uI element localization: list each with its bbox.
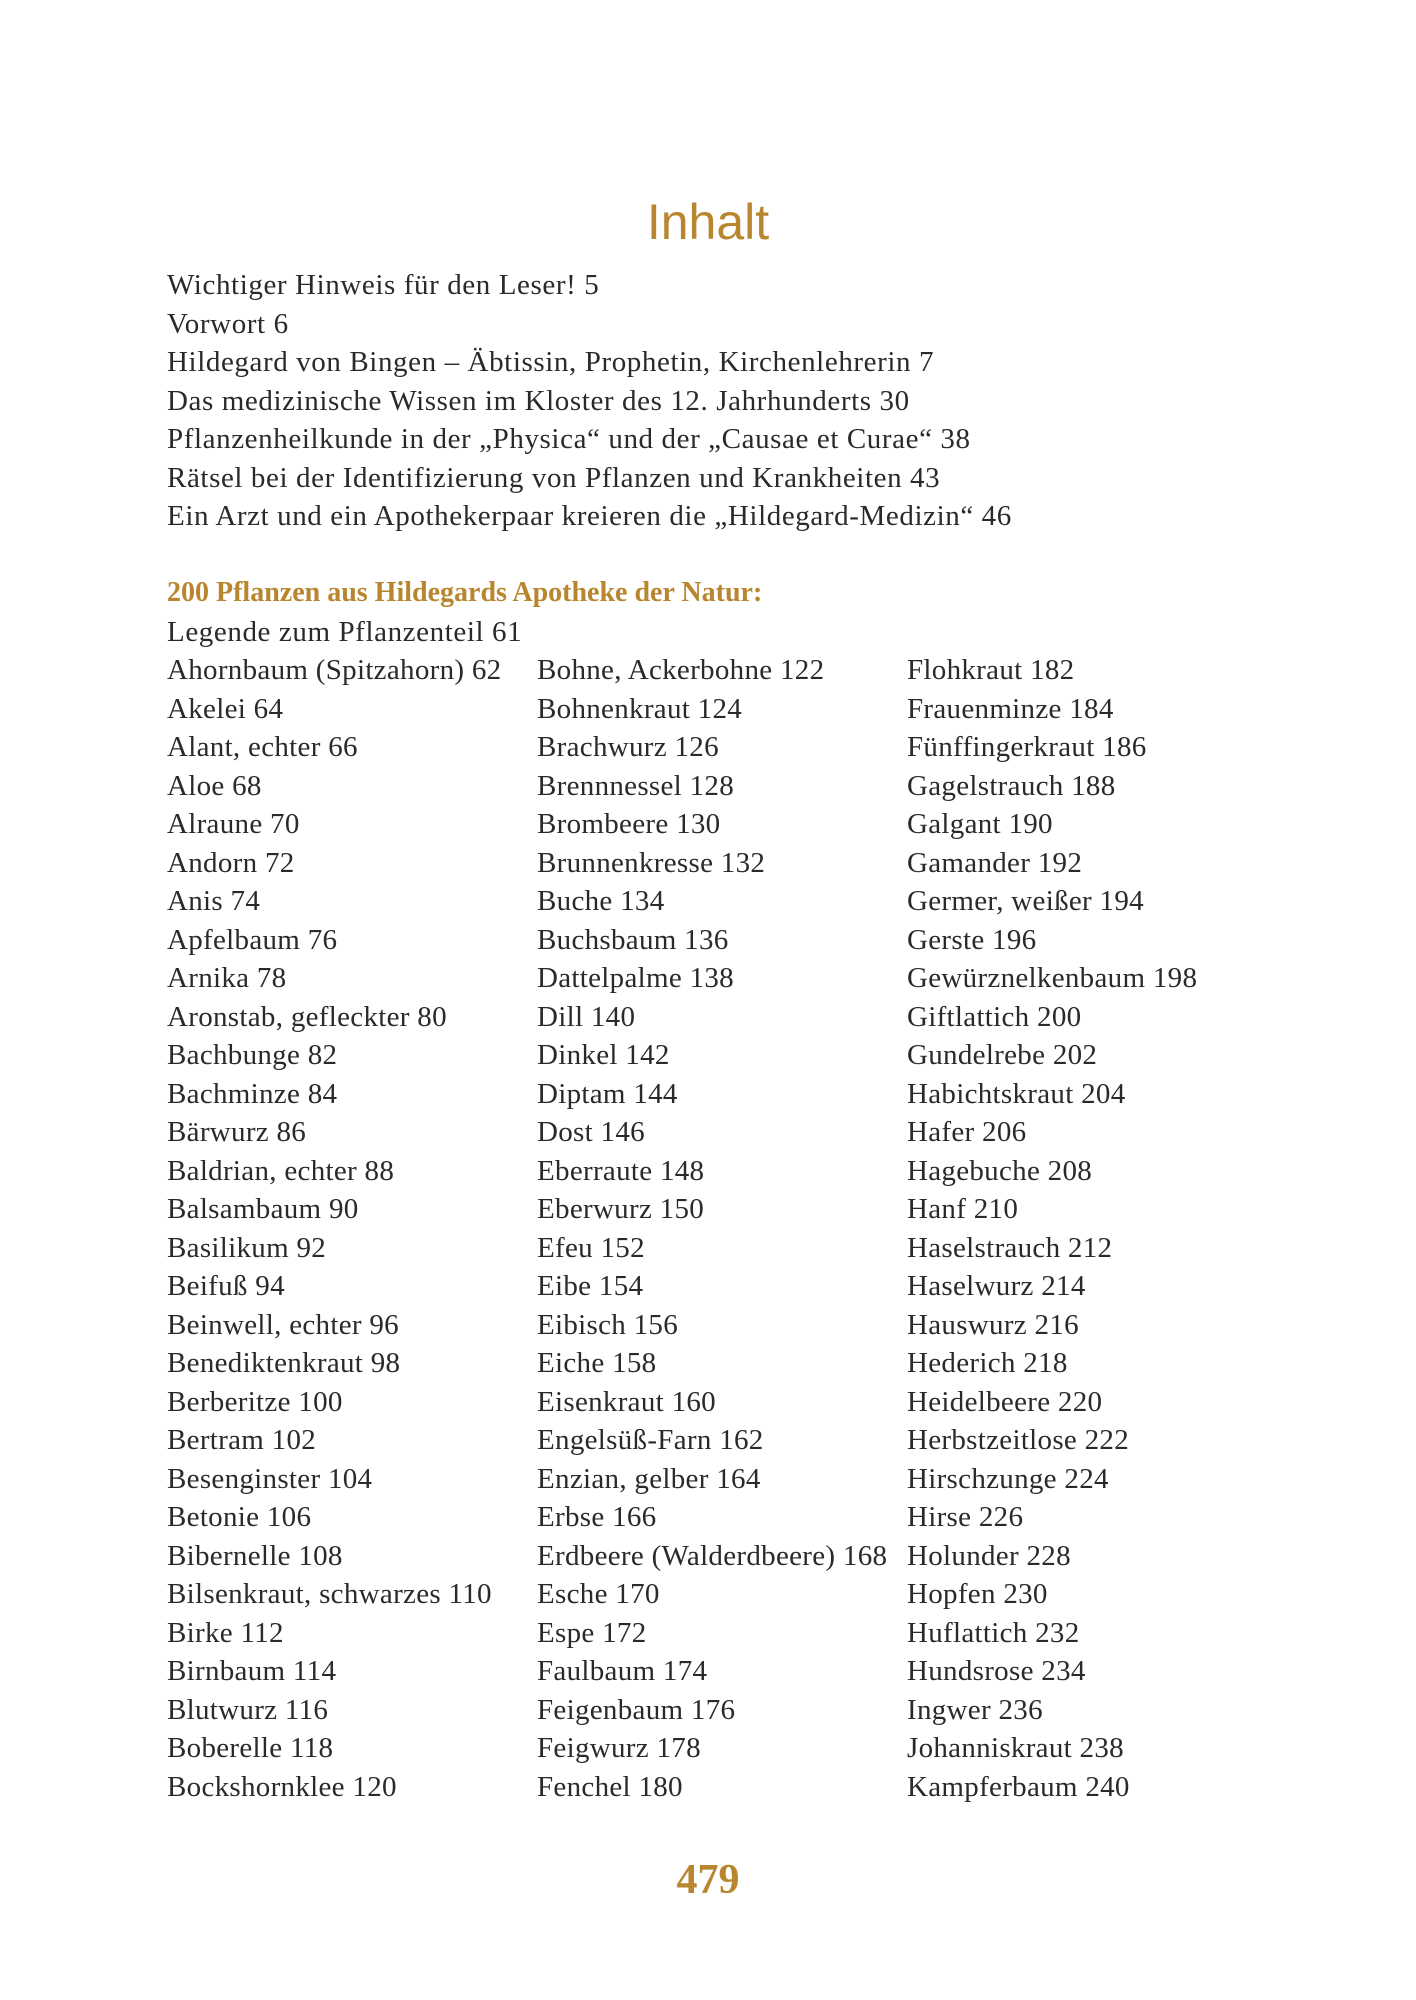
plant-entry: Bockshornklee 120 <box>167 1770 397 1803</box>
plant-entry: Haselwurz 214 <box>907 1270 1086 1302</box>
plant-entry: Benediktenkraut 98 <box>167 1347 401 1379</box>
toc-entry: Wichtiger Hinweis für den Leser! 5 <box>167 269 600 301</box>
plant-entry: Hirse 226 <box>907 1501 1024 1533</box>
plant-entry: Frauenminze 184 <box>907 692 1114 725</box>
plant-entry: Gewürznelkenbaum 198 <box>907 962 1198 994</box>
plant-entry: Erbse 166 <box>537 1501 657 1533</box>
plant-entry: Birke 112 <box>167 1616 284 1649</box>
plant-entry: Germer, weißer 194 <box>907 885 1144 917</box>
plant-entry: Alraune 70 <box>167 808 300 840</box>
plant-entry: Dill 140 <box>537 1000 636 1033</box>
plant-entry: Hanf 210 <box>907 1193 1019 1225</box>
plant-entry: Berberitze 100 <box>167 1385 343 1418</box>
plant-entry: Erdbeere (Walderdbeere) 168 <box>537 1539 888 1572</box>
plant-entry: Besenginster 104 <box>167 1462 373 1495</box>
plant-entry: Hopfen 230 <box>907 1578 1048 1610</box>
plant-entry: Eberwurz 150 <box>537 1193 705 1225</box>
plant-entry: Bohne, Ackerbohne 122 <box>537 654 825 686</box>
plant-entry: Flohkraut 182 <box>907 654 1075 686</box>
plant-entry: Galgant 190 <box>907 808 1053 840</box>
plant-entry: Johanniskraut 238 <box>907 1732 1124 1764</box>
plant-entry: Birnbaum 114 <box>167 1655 337 1687</box>
intro-toc-list <box>167 266 1317 536</box>
plant-entry: Boberelle 118 <box>167 1732 334 1764</box>
plant-entry: Diptam 144 <box>537 1077 678 1110</box>
toc-entry: Das medizinische Wissen im Kloster des 12. Jahrhunderts 30 <box>167 384 910 417</box>
plant-entry: Feigenbaum 176 <box>537 1693 736 1726</box>
plant-entry: Gerste 196 <box>907 923 1037 956</box>
page-number: 479 <box>676 1857 740 1903</box>
plant-entry: Brennnessel 128 <box>537 769 734 802</box>
plant-entry: Dattelpalme 138 <box>537 962 734 994</box>
plant-entry: Bertram 102 <box>167 1424 317 1456</box>
plant-entry: Habichtskraut 204 <box>907 1077 1126 1110</box>
plant-entry: Eberraute 148 <box>537 1154 705 1187</box>
plant-entry: Ingwer 236 <box>907 1693 1043 1726</box>
plant-entry: Alant, echter 66 <box>167 731 358 763</box>
plant-entry: Giftlattich 200 <box>907 1000 1082 1033</box>
plant-entry: Haselstrauch 212 <box>907 1231 1113 1264</box>
plant-entry: Heidelbeere 220 <box>907 1385 1103 1418</box>
page-title: Inhalt <box>646 193 770 250</box>
plant-entry: Feigwurz 178 <box>537 1732 701 1764</box>
section-heading: 200 Pflanzen aus Hildegards Apotheke der Natur: <box>167 577 763 608</box>
plant-entry: Dost 146 <box>537 1116 645 1148</box>
plant-entry: Holunder 228 <box>907 1539 1071 1572</box>
plant-entry: Brunnenkresse 132 <box>537 846 766 879</box>
plant-entry: Faulbaum 174 <box>537 1655 708 1687</box>
plant-entry: Efeu 152 <box>537 1231 645 1264</box>
plant-entry: Andorn 72 <box>167 846 295 879</box>
plant-entry: Ahornbaum (Spitzahorn) 62 <box>167 654 502 686</box>
plant-entry: Hagebuche 208 <box>907 1154 1093 1187</box>
plant-entry: Apfelbaum 76 <box>167 923 338 956</box>
plant-entry: Anis 74 <box>167 885 261 917</box>
plant-entry: Fenchel 180 <box>537 1770 683 1803</box>
plant-entry: Kampferbaum 240 <box>907 1770 1130 1803</box>
toc-entry-legend: Legende zum Pflanzenteil 61 <box>167 616 523 648</box>
plant-entry: Bohnenkraut 124 <box>537 692 743 725</box>
plant-entry: Bilsenkraut, schwarzes 110 <box>167 1578 492 1610</box>
toc-entry: Ein Arzt und ein Apothekerpaar kreieren die „Hildegard-Medizin“ 46 <box>167 500 1012 532</box>
plant-entry: Balsambaum 90 <box>167 1193 359 1225</box>
plant-entry: Espe 172 <box>537 1616 647 1649</box>
plant-entry: Hederich 218 <box>907 1347 1068 1379</box>
plant-entry: Dinkel 142 <box>537 1039 670 1071</box>
plant-entry: Eibe 154 <box>537 1270 644 1302</box>
plant-entry: Hafer 206 <box>907 1116 1027 1148</box>
plant-column-3 <box>907 651 1197 1806</box>
plant-entry: Buche 134 <box>537 885 665 917</box>
plant-entry: Gundelrebe 202 <box>907 1039 1098 1071</box>
plant-entry: Gagelstrauch 188 <box>907 769 1116 802</box>
plant-entry: Baldrian, echter 88 <box>167 1154 395 1187</box>
toc-entry: Rätsel bei der Identifizierung von Pflanzen und Krankheiten 43 <box>167 461 941 494</box>
plant-entry: Eibisch 156 <box>537 1308 679 1341</box>
plant-entry: Brombeere 130 <box>537 808 721 840</box>
plant-entry: Eiche 158 <box>537 1347 657 1379</box>
plant-entry: Beifuß 94 <box>167 1270 285 1302</box>
toc-entry: Vorwort 6 <box>167 307 289 340</box>
plant-entry: Fünffingerkraut 186 <box>907 731 1147 763</box>
plant-entry: Aronstab, gefleckter 80 <box>167 1000 447 1033</box>
plant-entry: Hundsrose 234 <box>907 1655 1086 1687</box>
plant-entry: Huflattich 232 <box>907 1616 1080 1649</box>
plant-column-1 <box>167 651 502 1806</box>
plant-entry: Bachbunge 82 <box>167 1039 338 1071</box>
plant-entry: Basilikum 92 <box>167 1231 327 1264</box>
plant-entry: Bibernelle 108 <box>167 1539 343 1572</box>
plant-entry: Akelei 64 <box>167 692 284 725</box>
plant-entry: Beinwell, echter 96 <box>167 1308 399 1341</box>
plant-entry: Esche 170 <box>537 1578 660 1610</box>
plant-entry: Aloe 68 <box>167 769 262 802</box>
plant-entry: Bachminze 84 <box>167 1077 338 1110</box>
plant-column-2 <box>537 651 887 1806</box>
plant-entry: Bärwurz 86 <box>167 1116 307 1148</box>
plant-entry: Engelsüß-Farn 162 <box>537 1424 764 1456</box>
plant-entry: Blutwurz 116 <box>167 1693 329 1726</box>
toc-entry: Hildegard von Bingen – Äbtissin, Prophetin, Kirchenlehrerin 7 <box>167 346 935 378</box>
plant-entry: Enzian, gelber 164 <box>537 1462 761 1495</box>
plant-entry: Buchsbaum 136 <box>537 923 729 956</box>
plant-entry: Brachwurz 126 <box>537 731 719 763</box>
plant-entry: Herbstzeitlose 222 <box>907 1424 1130 1456</box>
toc-entry: Pflanzenheilkunde in der „Physica“ und der „Causae et Curae“ 38 <box>167 423 971 455</box>
plant-entry: Hirschzunge 224 <box>907 1462 1109 1495</box>
plant-entry: Betonie 106 <box>167 1501 312 1533</box>
plant-entry: Arnika 78 <box>167 962 287 994</box>
plant-entry: Eisenkraut 160 <box>537 1385 716 1418</box>
plant-entry: Hauswurz 216 <box>907 1308 1079 1341</box>
plant-entry: Gamander 192 <box>907 846 1083 879</box>
